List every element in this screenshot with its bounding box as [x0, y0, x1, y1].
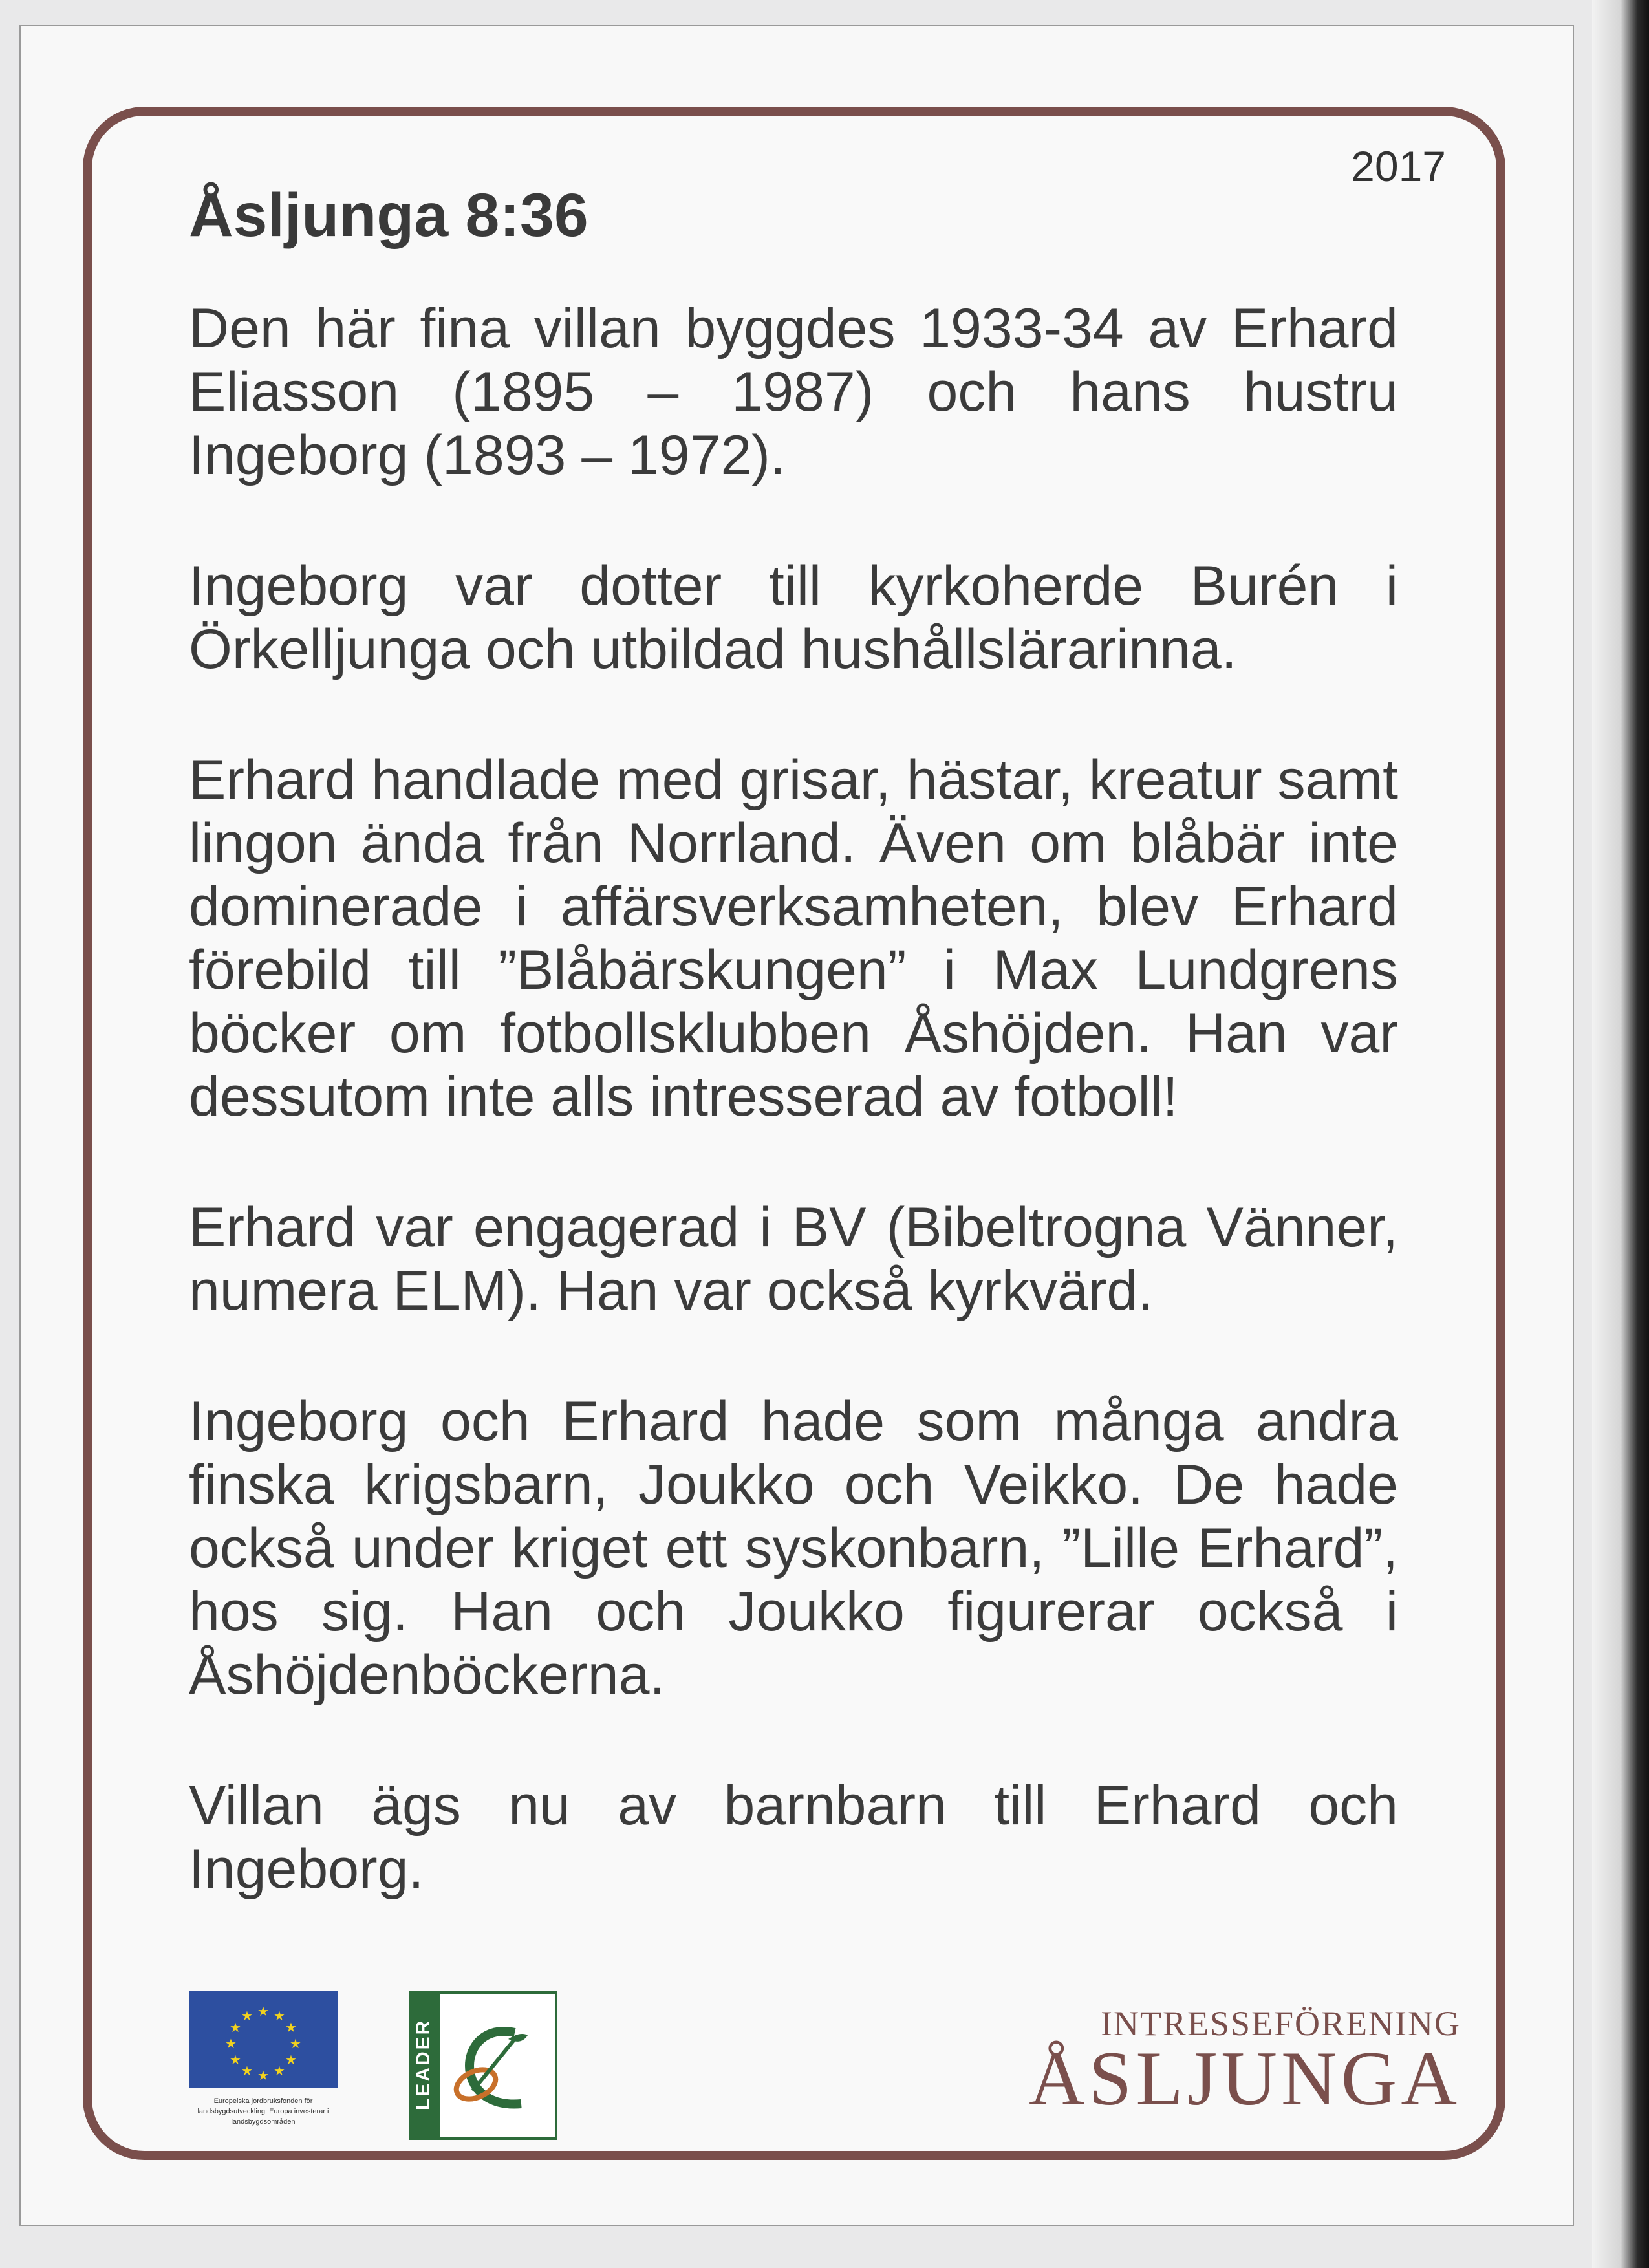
svg-text:★: ★	[241, 2063, 253, 2079]
svg-text:★: ★	[285, 2020, 297, 2035]
svg-text:★: ★	[274, 2008, 285, 2024]
eu-caption: Europeiska jordbruksfonden för landsbygdsutveckling: Europa investerar i landsbygdsområden	[197, 2097, 329, 2126]
svg-text:★: ★	[285, 2052, 297, 2068]
org-name-top: INTRESSEFÖRENING	[1100, 2004, 1461, 2043]
leader-label: LEADER	[413, 2018, 434, 2110]
eu-logo	[189, 1991, 338, 2127]
page-title: Åsljunga 8:36	[189, 181, 588, 250]
paragraph-2: Ingeborg var dotter till kyrkoherde Burén i Örkelljunga och utbildad hushållslärarinna.	[189, 555, 1398, 680]
paragraph-4: Erhard var engagerad i BV (Bibeltrogna Vänner, numera ELM). Han var också kyrkvärd.	[189, 1196, 1398, 1322]
footer	[92, 1991, 1496, 2133]
paragraph-6: Villan ägs nu av barnbarn till Erhard och Ingeborg.	[189, 1775, 1398, 1900]
svg-text:★: ★	[290, 2036, 301, 2051]
paragraph-1: Den här fina villan byggdes 1933-34 av Erhard Eliasson (1895 – 1987) och hans hustru Ingeborg (1893 – 1972).	[189, 297, 1398, 486]
info-panel	[83, 107, 1505, 2160]
svg-text:★: ★	[225, 2036, 237, 2051]
leader-logo	[409, 1991, 557, 2140]
eu-flag-icon	[189, 1991, 338, 2088]
org-name-bottom: ÅSLJUNGA	[1028, 2035, 1461, 2121]
svg-text:★: ★	[274, 2063, 285, 2079]
body-text	[189, 297, 1398, 1968]
paragraph-3: Erhard handlade med grisar, hästar, kreatur samt lingon ända från Norrland. Även om blåbär inte dominerade i affärsverksamheten, blev Erhard förebild till ”Blåbärskungen” i Max Lundgrens böcker om fotbollsklubben Åshöjden. Han var dessutom inte alls intresserad av fotboll!	[189, 749, 1398, 1128]
scan-edge-shadow	[1592, 0, 1649, 2268]
svg-text:★: ★	[230, 2052, 241, 2068]
svg-text:★: ★	[241, 2008, 253, 2024]
year-label: 2017	[1351, 142, 1446, 190]
svg-text:★: ★	[230, 2020, 241, 2035]
org-logo	[1028, 2004, 1461, 2121]
paragraph-5: Ingeborg och Erhard hade som många andra finska krigsbarn, Joukko och Veikko. De hade också under kriget ett syskonbarn, ”Lille Erhard”, hos sig. Han och Joukko figurerar också i Åshöjdenböckerna.	[189, 1390, 1398, 1706]
leader-leaf-icon	[411, 1994, 555, 2137]
svg-text:★: ★	[257, 2068, 269, 2083]
svg-text:★: ★	[257, 2003, 269, 2019]
